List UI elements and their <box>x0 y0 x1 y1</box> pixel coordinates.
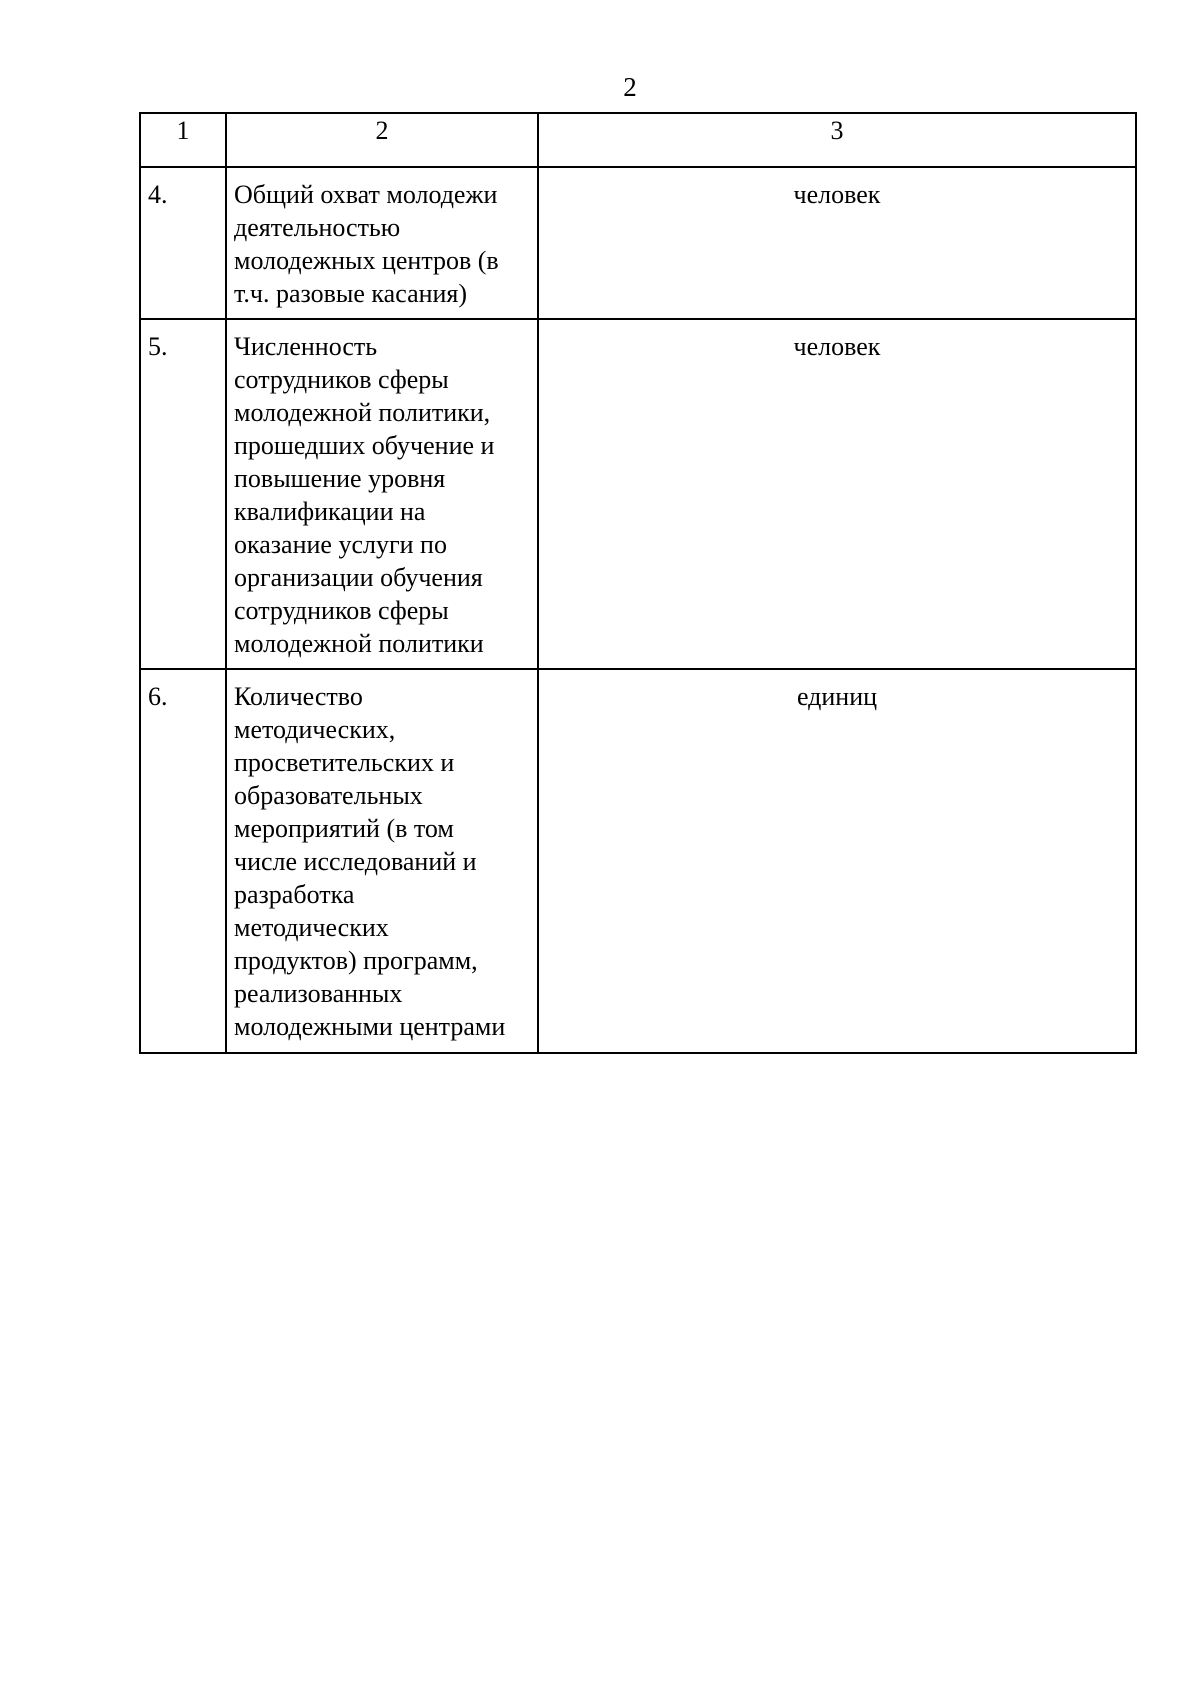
table-row <box>140 167 1136 319</box>
description-line: прошедших обучение и <box>234 431 495 460</box>
description-line: продуктов) программ, <box>234 946 478 975</box>
description-line: реализованных <box>234 979 403 1008</box>
description-line: сотрудников сферы <box>234 365 449 394</box>
description-line: Общий охват молодежи <box>234 180 498 209</box>
description-line: организации обучения <box>234 563 483 592</box>
row-unit: единиц <box>538 669 1136 1053</box>
table-row <box>140 319 1136 669</box>
row-description <box>226 167 538 319</box>
row-description <box>226 319 538 669</box>
row-description <box>226 669 538 1053</box>
description-line: разработка <box>234 880 355 909</box>
row-number: 6. <box>140 669 226 1053</box>
description-line: числе исследований и <box>234 847 477 876</box>
table-header-row <box>140 113 1136 167</box>
description-line: деятельностью <box>234 213 401 242</box>
header-cell-3: 3 <box>538 113 1136 167</box>
description-line: сотрудников сферы <box>234 596 449 625</box>
description-line: методических <box>234 913 389 942</box>
header-cell-1: 1 <box>140 113 226 167</box>
row-number: 4. <box>140 167 226 319</box>
description-line: молодежной политики, <box>234 398 491 427</box>
description-line: повышение уровня <box>234 464 446 493</box>
description-line: образовательных <box>234 781 423 810</box>
row-unit: человек <box>538 167 1136 319</box>
description-line: оказание услуги по <box>234 530 447 559</box>
header-cell-2: 2 <box>226 113 538 167</box>
description-line: мероприятий (в том <box>234 814 454 843</box>
indicators-table <box>139 112 1137 1054</box>
row-number: 5. <box>140 319 226 669</box>
description-line: просветительских и <box>234 748 455 777</box>
description-line: методических, <box>234 715 396 744</box>
page-number: 2 <box>623 72 637 102</box>
table-row <box>140 669 1136 1053</box>
row-unit: человек <box>538 319 1136 669</box>
description-line: т.ч. разовые касания) <box>234 279 468 308</box>
description-line: молодежной политики <box>234 629 484 658</box>
description-line: Количество <box>234 682 363 711</box>
description-line: квалификации на <box>234 497 426 526</box>
description-line: молодежных центров (в <box>234 246 499 275</box>
description-line: молодежными центрами <box>234 1012 506 1041</box>
description-line: Численность <box>234 332 378 361</box>
